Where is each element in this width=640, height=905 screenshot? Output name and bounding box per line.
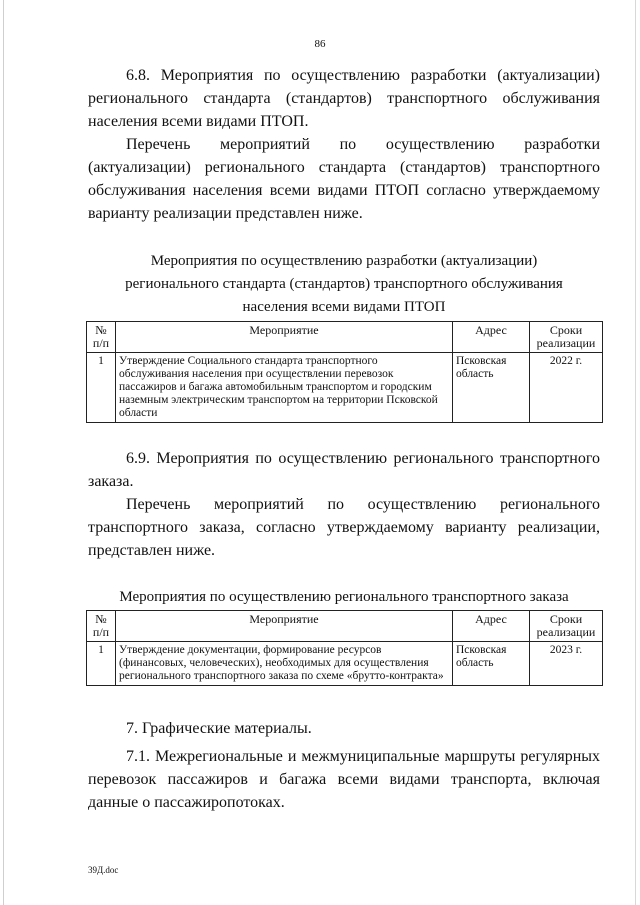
- cell-number: 1: [87, 642, 116, 686]
- section-6-9-text: Перечень мероприятий по осуществлению регионального транспортного заказа, согласно утверждаемому варианту реализации, представлен ниже.: [88, 496, 600, 559]
- cell-dates: 2023 г.: [530, 642, 603, 686]
- col-header-dates: Сроки реализации: [530, 611, 603, 642]
- cell-activity: Утверждение документации, формирование ресурсов (финансовых, человеческих), необходимых для осуществления регионального транспортного заказа по схеме «брутто-контракта»: [116, 642, 453, 686]
- section-6-8-text: Перечень мероприятий по осуществлению разработки (актуализации) регионального стандарта (стандартов) транспортного обслуживания населения всеми видами ПТОП согласно утверждаемому варианту реализации представлен ниже.: [88, 136, 600, 222]
- cell-number: 1: [87, 353, 116, 423]
- col-header-activity: Мероприятие: [116, 611, 453, 642]
- table-header-row: [87, 611, 603, 642]
- table-row: [87, 642, 603, 686]
- scan-edge-right: [635, 0, 636, 905]
- caption-line: населения всеми видами ПТОП: [242, 299, 446, 315]
- cell-address: Псковская область: [453, 642, 530, 686]
- cell-activity: Утверждение Социального стандарта транспортного обслуживания населения при осуществлении перевозок пассажиров и багажа автомобильным транспортом и городским наземным электрическим транспортом на территории Псковской области: [116, 353, 453, 423]
- page-number: 86: [314, 38, 326, 50]
- table-row: [87, 353, 603, 423]
- caption-line: регионального стандарта (стандартов) транспортного обслуживания: [125, 276, 563, 292]
- caption-line: Мероприятия по осуществлению разработки (актуализации): [150, 253, 538, 269]
- caption-line: Мероприятия по осуществлению регионального транспортного заказа: [119, 589, 569, 605]
- col-header-address: Адрес: [453, 611, 530, 642]
- section-7-heading: 7. Графические материалы.: [126, 720, 312, 737]
- col-header-activity: Мероприятие: [116, 322, 453, 353]
- footer-filename: 39Д.doc: [88, 865, 119, 875]
- cell-dates: 2022 г.: [530, 353, 603, 423]
- col-header-address: Адрес: [453, 322, 530, 353]
- col-header-number: № п/п: [87, 611, 116, 642]
- col-header-number: № п/п: [87, 322, 116, 353]
- section-7-1-text: 7.1. Межрегиональные и межмуниципальные маршруты регулярных перевозок пассажиров и багажа всеми видами транспорта, включая данные о пассажиропотоках.: [88, 748, 600, 811]
- table2-caption: [88, 586, 600, 609]
- table-header-row: [87, 322, 603, 353]
- table2: [86, 610, 603, 686]
- section-6-9-heading: 6.9. Мероприятия по осуществлению регионального транспортного заказа.: [88, 450, 600, 490]
- scan-edge-left: [3, 0, 4, 905]
- col-header-dates: Сроки реализации: [530, 322, 603, 353]
- cell-address: Псковская область: [453, 353, 530, 423]
- section-6-8-heading: 6.8. Мероприятия по осуществлению разработки (актуализации) регионального стандарта (стандартов) транспортного обслуживания населения всеми видами ПТОП.: [88, 67, 600, 130]
- table1: [86, 321, 603, 423]
- table1-caption: [88, 250, 600, 319]
